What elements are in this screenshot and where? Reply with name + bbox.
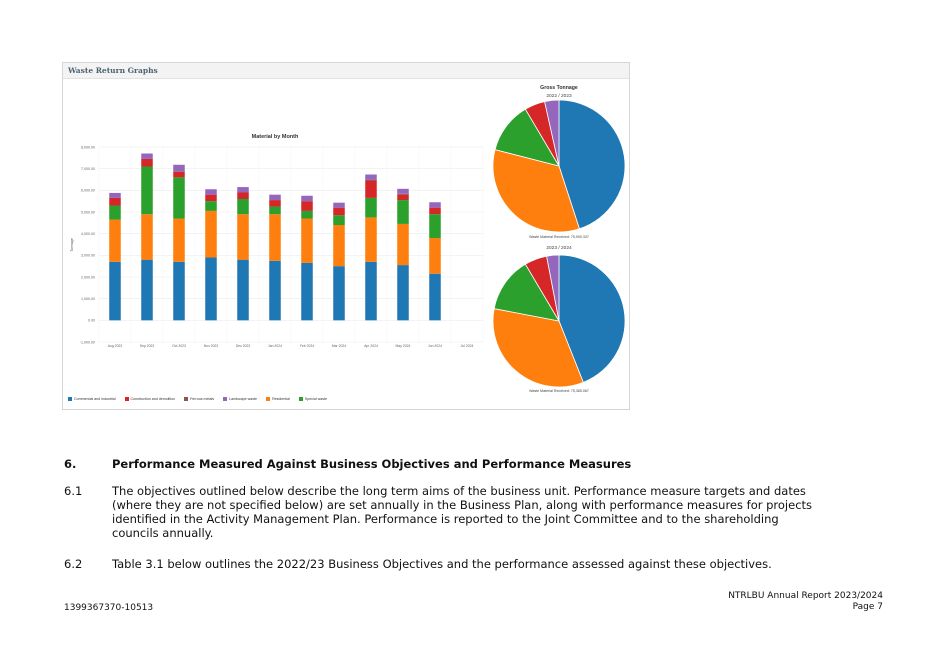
x-tick-label: Feb 2024 [299, 344, 315, 348]
pie-chart-2023-2024 [493, 245, 625, 393]
legend-label: Special waste [304, 397, 328, 401]
legend-label: Ferrous metals [190, 397, 215, 401]
pie-main-title: Gross Tonnage [540, 85, 578, 91]
legend-item [125, 397, 176, 401]
y-tick-label: 6,000.00 [81, 188, 95, 193]
y-tick-label: 0.00 [88, 318, 95, 323]
section-number: 6. [64, 457, 77, 471]
paragraph-number: 6.1 [64, 484, 83, 498]
paragraph-line: councils annually. [112, 526, 214, 540]
legend-item [184, 397, 214, 401]
report-name: NTRLBU Annual Report 2023/2024 [728, 591, 883, 601]
legend-swatch [266, 397, 270, 401]
legend-label: Commercial and industrial [74, 397, 116, 401]
y-tick-label: 1,000.00 [81, 296, 95, 301]
legend-swatch [125, 397, 129, 401]
y-tick-label: 8,000.00 [81, 145, 95, 150]
legend-swatch [68, 397, 72, 401]
y-tick-label: 3,000.00 [81, 253, 95, 258]
pie-caption: Waste Material Received: 75,365.067 [529, 389, 589, 393]
pie-subtitle: 2022 / 2023 [546, 94, 572, 99]
x-tick-label: Jan 2024 [268, 344, 282, 348]
legend-label: Landscape waste [229, 397, 258, 401]
x-tick-label: Mar 2024 [331, 344, 347, 348]
x-tick-label: Sep 2023 [139, 344, 155, 348]
gross-tonnage-charts [63, 63, 629, 409]
legend-item [266, 397, 290, 401]
y-tick-label: 2,000.00 [81, 275, 95, 280]
legend-swatch [184, 397, 188, 401]
paragraph-line: The objectives outlined below describe the long term aims of the business unit. Performance measure targets and dates [112, 484, 806, 498]
paragraph-6-2 [112, 557, 887, 571]
paragraph-line: Table 3.1 below outlines the 2022/23 Business Objectives and the performance assessed against these objectives. [112, 557, 772, 571]
x-tick-label: Oct 2023 [172, 344, 186, 348]
pie-subtitle: 2023 / 2024 [546, 246, 572, 251]
pie-caption: Waste Material Received: 75,900.337 [529, 235, 589, 239]
paragraph-6-1 [112, 484, 887, 540]
legend-item [68, 397, 116, 401]
y-tick-label: 4,000.00 [81, 231, 95, 236]
pie-chart-2022-2023 [493, 93, 625, 239]
footer-report-info [728, 591, 883, 613]
section-title: Performance Measured Against Business Objectives and Performance Measures [112, 457, 632, 471]
bar-chart-title: Material by Month [251, 134, 299, 140]
x-tick-label: Dec 2023 [235, 344, 251, 348]
x-tick-label: Jul 2024 [460, 344, 474, 348]
legend-label: Residential [272, 397, 290, 401]
legend-swatch [299, 397, 303, 401]
legend-item [223, 397, 257, 401]
legend-item [299, 397, 327, 401]
panel-title: Waste Return Graphs [68, 66, 158, 75]
bar-chart-y-axis-label: Tonnage [70, 238, 74, 252]
waste-return-graphs-panel [62, 62, 630, 410]
chart-legend [68, 397, 336, 401]
document-id: 1399367370-10513 [64, 603, 154, 613]
y-tick-label: 5,000.00 [81, 210, 95, 215]
y-tick-label: 7,000.00 [81, 166, 95, 171]
paragraph-line: identified in the Activity Management Plan. Performance is reported to the Joint Committee and to the shareholding [112, 512, 779, 526]
x-tick-label: May 2024 [395, 344, 411, 348]
legend-swatch [223, 397, 227, 401]
x-tick-label: Nov 2023 [203, 344, 219, 348]
x-tick-label: Aug 2023 [107, 344, 123, 348]
x-tick-label: Apr 2024 [364, 344, 378, 348]
y-tick-label: -1,000.00 [79, 340, 95, 345]
paragraph-line: (where they are not specified below) are set annually in the Business Plan, along with performance measures for projects [112, 498, 813, 512]
x-tick-label: Jun 2024 [428, 344, 442, 348]
legend-label: Construction and demolition [130, 397, 176, 401]
page-number: Page 7 [852, 602, 883, 612]
paragraph-number: 6.2 [64, 557, 83, 571]
